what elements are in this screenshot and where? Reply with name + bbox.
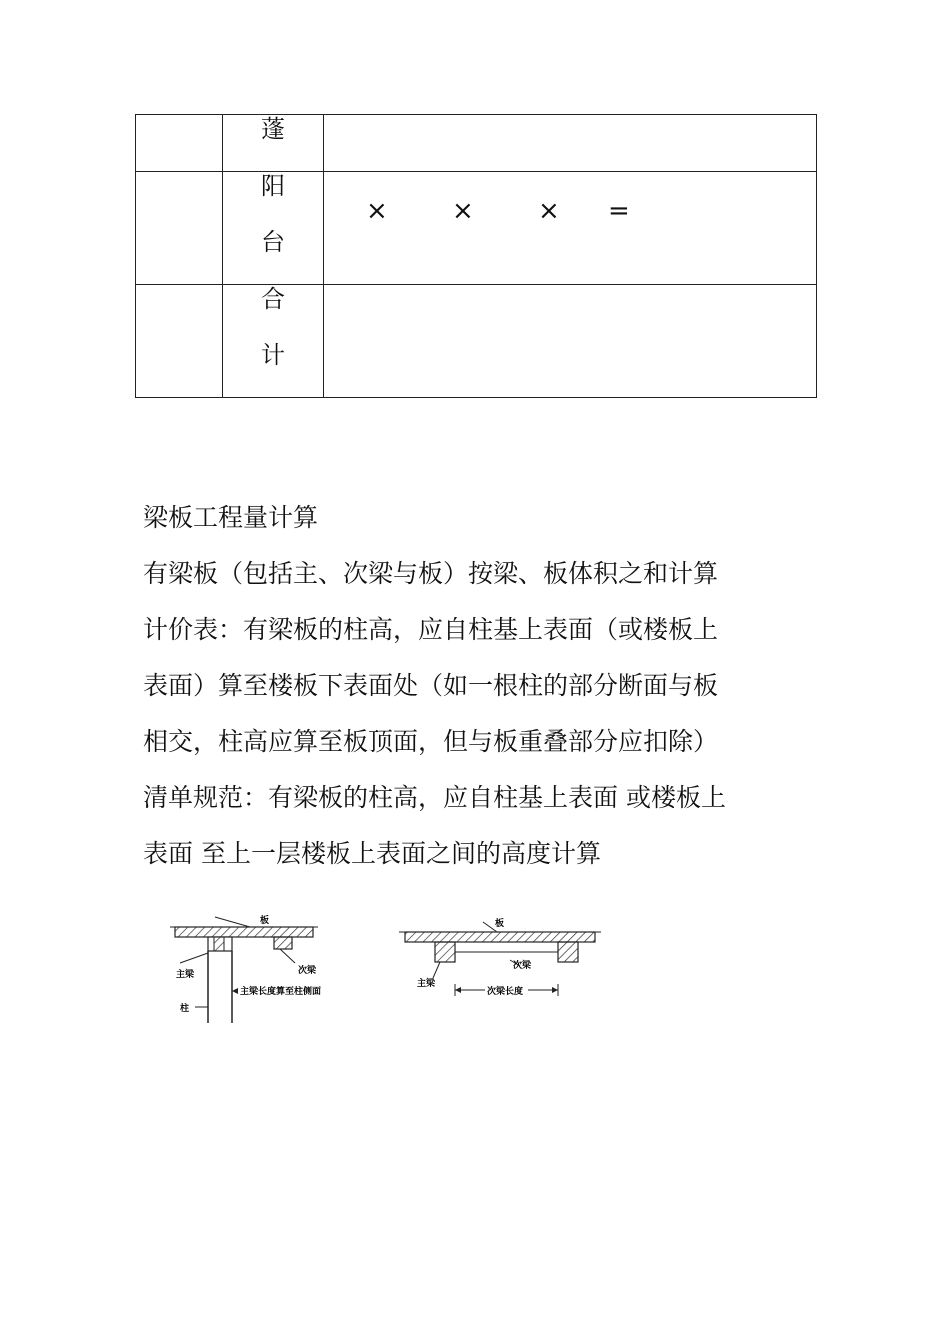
text-line: 有梁板（包括主、次梁与板）按梁、板体积之和计算 [143,559,719,588]
multiply-sign: × [538,196,560,226]
secondary-beam-length-label: 次梁长度 [487,987,524,997]
column-label: 柱 [180,1004,190,1014]
label-char: 合 [261,285,285,313]
table-row [136,172,817,285]
text-line: 相交，柱高应算至板顶面，但与板重叠部分应扣除） [143,727,719,756]
label-char: 蓬 [261,115,285,143]
slab-shape [405,932,595,942]
table-cell-blank [136,172,223,285]
table-row [136,285,817,398]
section-heading: 梁板工程量计算 [143,503,319,532]
label-char: 计 [261,341,285,369]
multiply-sign: × [452,196,474,226]
table-cell-value [324,285,817,398]
beam-diagram-right [395,910,610,1010]
main-beam-label: 主梁 [176,970,195,980]
table-cell-blank [136,115,223,172]
slab-label: 板 [495,919,505,929]
slab-label: 板 [260,916,270,926]
text-line: 表面 至上一层楼板上表面之间的高度计算 [143,839,601,868]
quantity-table [135,114,817,398]
secondary-beam-label: 次梁 [513,961,532,971]
secondary-beam-label: 次梁 [298,966,317,976]
table-cell-blank [136,285,223,398]
main-beam-note: 主梁长度算至柱侧面 [240,987,322,997]
label-char: 阳 [261,172,285,200]
text-line: 表面）算至楼板下表面处（如一根柱的部分断面与板 [143,671,719,700]
formula-cell [324,172,817,285]
beam-diagram-left [150,905,370,1030]
secondary-beam-shape [558,942,578,962]
main-beam-shape [435,942,455,962]
multiply-sign: × [366,196,388,226]
table-cell-value [324,115,817,172]
secondary-beam-shape [274,937,292,949]
section-text [143,490,823,882]
row-label-balcony [223,172,324,285]
equals-sign: = [608,196,630,226]
main-beam-label: 主梁 [417,979,436,989]
text-line: 计价表：有梁板的柱高，应自柱基上表面（或楼板上 [143,615,719,644]
text-line: 清单规范：有梁板的柱高，应自柱基上表面 或楼板上 [143,783,726,812]
slab-shape [175,927,313,937]
label-char: 台 [261,228,285,256]
row-label-total [223,285,324,398]
